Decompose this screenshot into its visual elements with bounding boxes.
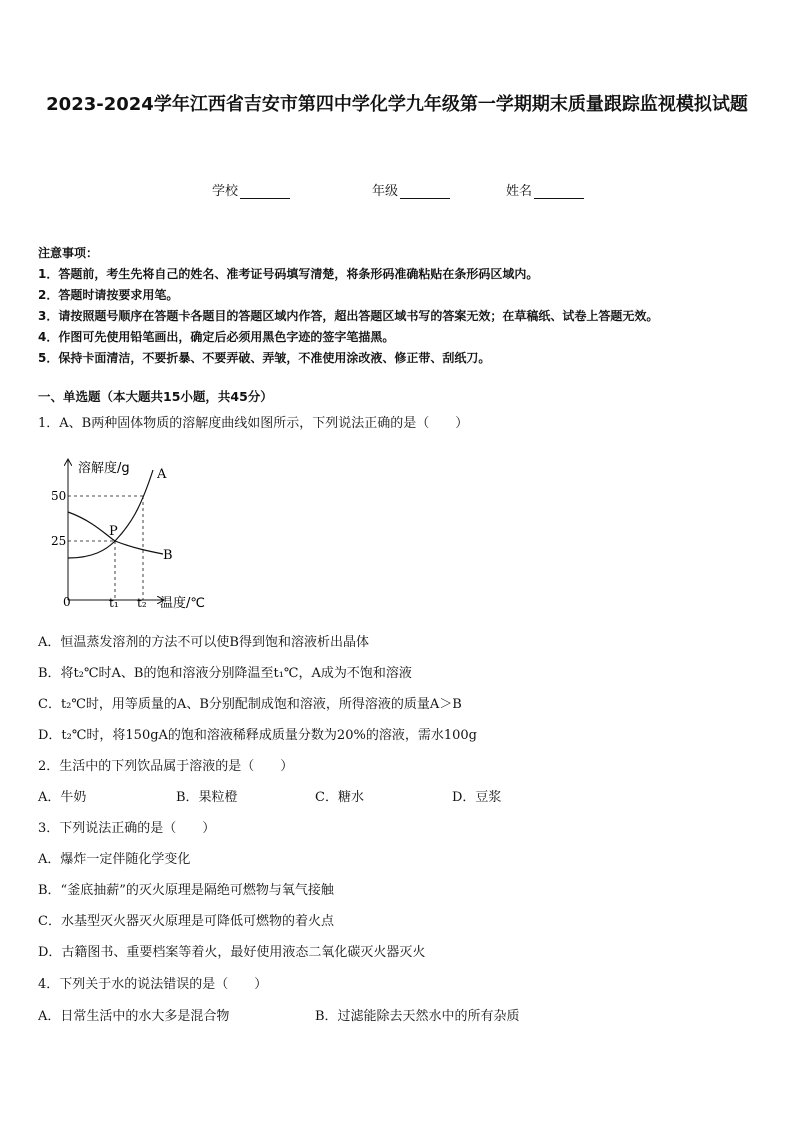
section-heading: 一、单选题（本大题共15小题，共45分） bbox=[38, 389, 273, 404]
school-blank[interactable] bbox=[240, 184, 290, 199]
y-axis-label: 溶解度/g bbox=[78, 461, 130, 476]
curve-a bbox=[68, 470, 153, 558]
question-2-stem: 2．生活中的下列饮品属于溶液的是（ ） bbox=[38, 759, 294, 774]
q1-option-c: C．t₂℃时，用等质量的A、B分别配制成饱和溶液，所得溶液的质量A＞B bbox=[38, 697, 462, 712]
q1-option-a: A．恒温蒸发溶剂的方法不可以使B得到饱和溶液析出晶体 bbox=[38, 635, 369, 650]
q3-option-a: A．爆炸一定伴随化学变化 bbox=[38, 852, 191, 867]
school-field bbox=[212, 180, 290, 199]
note-item: 5．保持卡面清洁，不要折暴、不要弄破、弄皱，不准使用涂改液、修正带、刮纸刀。 bbox=[38, 351, 491, 365]
q2-option-c: C．糖水 bbox=[315, 790, 364, 805]
question-3-stem: 3．下列说法正确的是（ ） bbox=[38, 821, 216, 836]
note-item: 1．答题前，考生先将自己的姓名、准考证号码填写清楚，将条形码准确粘贴在条形码区域内。 bbox=[38, 267, 539, 281]
notes-heading: 注意事项： bbox=[38, 246, 99, 260]
name-blank[interactable] bbox=[534, 184, 584, 199]
curve-b-label: B bbox=[163, 548, 173, 563]
q2-option-d: D．豆浆 bbox=[452, 790, 502, 805]
exam-title: 2023-2024学年江西省吉安市第四中学化学九年级第一学期期末质量跟踪监视模拟试题 bbox=[46, 94, 748, 115]
q3-option-c: C．水基型灭火器灭火原理是可降低可燃物的着火点 bbox=[38, 914, 334, 929]
curve-a-label: A bbox=[157, 467, 167, 482]
q2-option-a: A．牛奶 bbox=[38, 790, 87, 805]
question-4-stem: 4．下列关于水的说法错误的是（ ） bbox=[38, 977, 268, 992]
grade-blank[interactable] bbox=[400, 184, 450, 199]
q4-option-b: B．过滤能除去天然水中的所有杂质 bbox=[315, 1009, 520, 1024]
note-item: 3．请按照题号顺序在答题卡各题目的答题区域内作答，超出答题区域书写的答案无效；在草稿纸、试卷上答题无效。 bbox=[38, 309, 659, 323]
q1-option-b: B．将t₂℃时A、B的饱和溶液分别降温至t₁℃，A成为不饱和溶液 bbox=[38, 666, 412, 681]
q4-option-a: A．日常生活中的水大多是混合物 bbox=[38, 1009, 230, 1024]
q2-option-b: B．果粒橙 bbox=[176, 790, 238, 805]
q3-option-b: B．“釜底抽薪”的灭火原理是隔绝可燃物与氧气接触 bbox=[38, 883, 334, 898]
x-axis-label: 温度/℃ bbox=[160, 596, 205, 611]
grade-field bbox=[372, 180, 450, 199]
origin-label: 0 bbox=[63, 595, 71, 609]
notes-block bbox=[38, 243, 768, 369]
x-tick-t1: t₁ bbox=[109, 596, 119, 610]
y-tick-25: 25 bbox=[51, 534, 67, 548]
note-item: 4．作图可先使用铅笔画出，确定后必须用黑色字迹的签字笔描黑。 bbox=[38, 330, 395, 344]
intersection-p-label: P bbox=[109, 524, 118, 539]
question-1-stem: 1．A、B两种固体物质的溶解度曲线如图所示，下列说法正确的是（ ） bbox=[38, 416, 469, 431]
note-item: 2．答题时请按要求用笔。 bbox=[38, 288, 179, 302]
q1-option-d: D．t₂℃时，将150gA的饱和溶液稀释成质量分数为20%的溶液，需水100g bbox=[38, 728, 477, 743]
q3-option-d: D．古籍图书、重要档案等着火，最好使用液态二氧化碳灭火器灭火 bbox=[38, 945, 426, 960]
y-tick-50: 50 bbox=[51, 489, 67, 503]
x-tick-t2: t₂ bbox=[137, 596, 147, 610]
grade-label: 年级 bbox=[372, 184, 399, 199]
solubility-graph bbox=[38, 455, 218, 620]
name-label: 姓名 bbox=[506, 184, 533, 199]
school-label: 学校 bbox=[212, 184, 239, 199]
name-field bbox=[506, 180, 584, 199]
